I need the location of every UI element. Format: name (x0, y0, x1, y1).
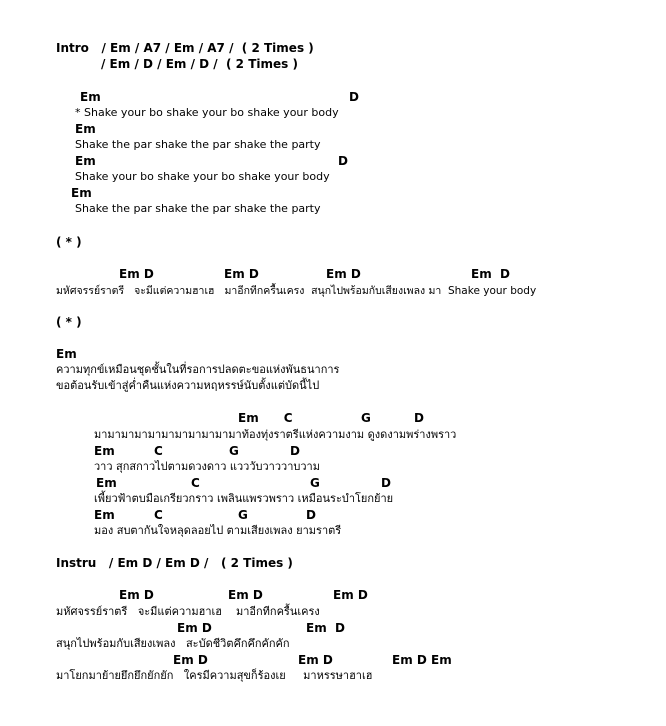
chord: Em (75, 122, 96, 136)
chord: Em D (119, 588, 154, 602)
chord: Em D (224, 267, 259, 281)
chord: Em D (119, 267, 154, 281)
lyric-line: * Shake your bo shake your bo shake your body (75, 106, 339, 119)
lyric-line: สนุกไปพร้อมกับเสียงเพลง สะบัดชีวิตคึกคึกคักคัก (56, 637, 290, 650)
chord: G (238, 508, 248, 522)
lyric-line: วาว สุกสกาวไปตามดวงดาว แวววับวาววาบวาม (94, 460, 320, 473)
chord: G (310, 476, 320, 490)
chord: C (154, 508, 163, 522)
chord: G (229, 444, 239, 458)
chord: D (306, 508, 316, 522)
chord: Em (71, 186, 92, 200)
chord: D (338, 154, 348, 168)
chord: Em D (177, 621, 212, 635)
lyric-line: Shake the par shake the par shake the party (75, 202, 321, 215)
lyric-line: ความทุกข์เหมือนชุดชั้นในที่รอการปลดตะขอแห่งพันธนาการ (56, 363, 340, 376)
chord: Em D (471, 267, 511, 281)
lyric-line: เพี้ยวฟ้าตบมือเกรียวกราว เพลินแพรวพราว เหมือนระบำโยกย้าย (94, 492, 394, 505)
lyric-line: มาโยกมาย้ายยึกยึกยักยัก ใครมีความสุขก็ร้องเย มาหรรษาฮาเฮ (56, 669, 373, 682)
lyric-line: ขอต้อนรับเข้าสู่ค่ำคืนแห่งความหฤหรรษ์นับตั้งแต่บัดนี้ไป (56, 379, 320, 392)
chord: C (191, 476, 200, 490)
chord: D (290, 444, 300, 458)
lyric-line: มอง สบตากันใจหลุดลอยไป ตามเสียงเพลง ยามราตรี (94, 524, 342, 537)
lyric-line: Shake the par shake the par shake the party (75, 138, 321, 151)
chord: Em D (326, 267, 361, 281)
instru-line: Instru / Em D / Em D / ( 2 Times ) (56, 556, 293, 570)
lyric-line: มามามามามามามามามามามาท้องทุ่งราตรีแห่งความงาม ดูงดงามพร่างพราว (94, 428, 457, 441)
chord: Em (94, 508, 115, 522)
lyric-line: มหัศจรรย์ราตรี จะมีแต่ความฮาเฮ มาอีกทีกครื้นเครง สนุกไปพร้อมกับเสียงเพลง มา Shake your body (56, 285, 537, 297)
chord: D (349, 90, 359, 104)
intro-line-1: Intro / Em / A7 / Em / A7 / ( 2 Times ) (56, 41, 314, 55)
chord: Em (56, 347, 77, 361)
repeat-marker: ( * ) (56, 235, 82, 249)
chord: C (154, 444, 163, 458)
chord: G (361, 411, 371, 425)
chord: D (414, 411, 424, 425)
intro-line-2: / Em / D / Em / D / ( 2 Times ) (101, 57, 298, 71)
chord: Em D (228, 588, 263, 602)
chord: Em D (298, 653, 333, 667)
repeat-marker: ( * ) (56, 315, 82, 329)
chord: Em D (173, 653, 208, 667)
chord: Em D (333, 588, 368, 602)
chord: Em (80, 90, 101, 104)
chord: Em (75, 154, 96, 168)
chord: Em D Em (392, 653, 452, 667)
chord: Em C (238, 411, 293, 425)
chord: Em (96, 476, 117, 490)
chord: Em D (306, 621, 346, 635)
chord: D (381, 476, 391, 490)
chord: Em (94, 444, 115, 458)
lyric-line: Shake your bo shake your bo shake your body (75, 170, 330, 183)
lyric-line: มหัศจรรย์ราตรี จะมีแต่ความฮาเฮ มาอีกทีกครื้นเครง (56, 605, 320, 618)
